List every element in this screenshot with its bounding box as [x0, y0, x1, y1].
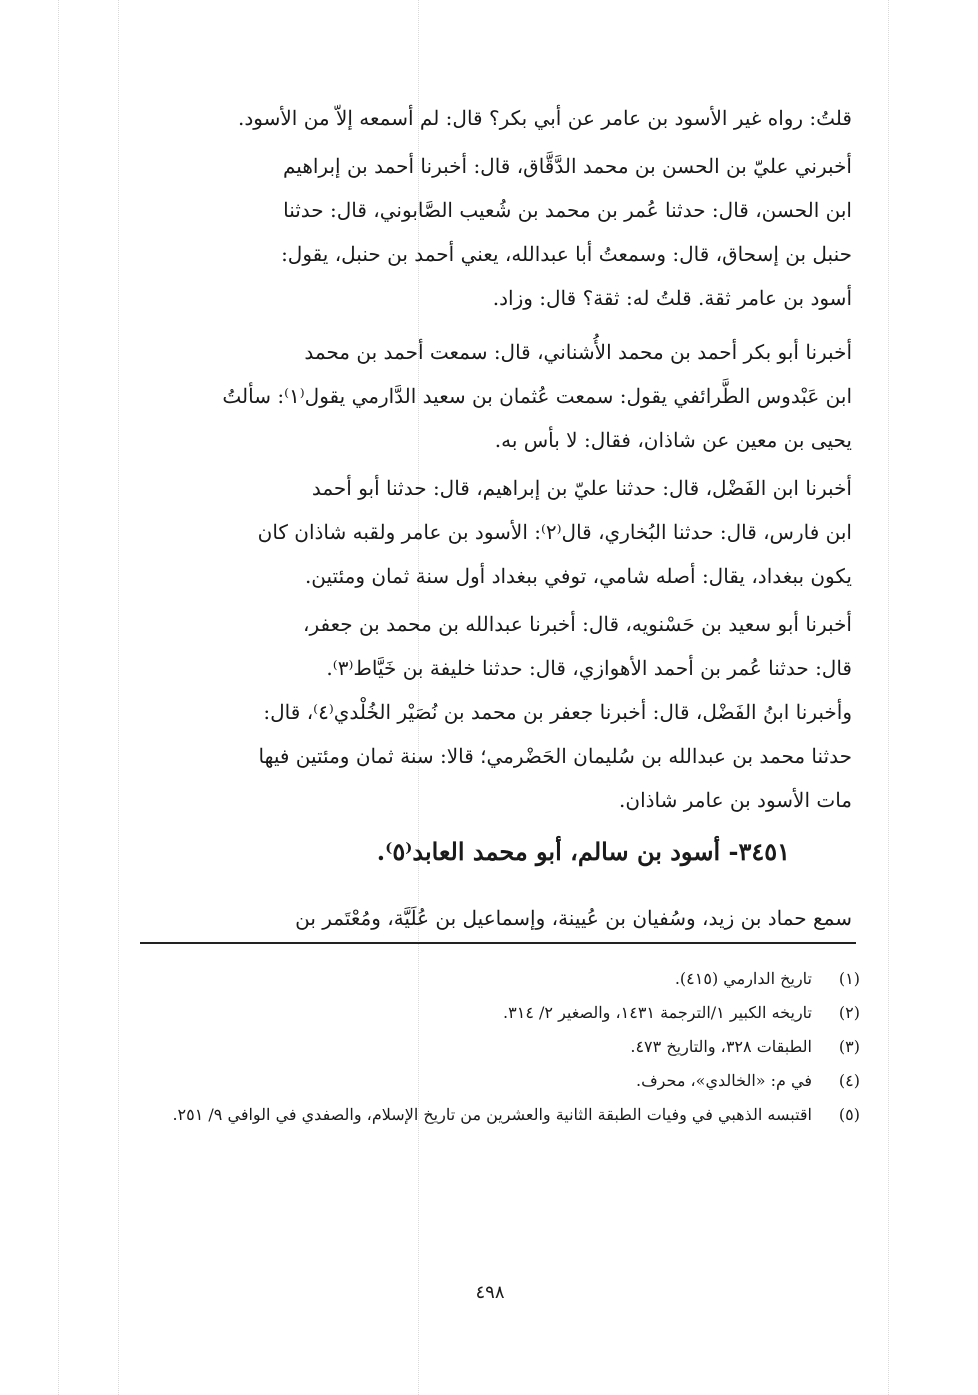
footnote: [140, 996, 860, 1030]
scan-guide-line: [118, 0, 119, 1395]
text-line: ابن عَبْدوس الطَّرائفي يقول: سمعت عُثمان بن سعيد الدَّارمي يقول⁽١⁾: سألتُ: [222, 384, 852, 408]
footnote-text: تاريخه الكبير ١/الترجمة ١٤٣١، والصغير ٢/ ٣١٤.: [503, 1003, 812, 1022]
footnote-text: الطبقات ٣٢٨، والتاريخ ٤٧٣.: [630, 1037, 812, 1056]
footnote-number: (٣): [838, 1037, 860, 1056]
text-line: حدثنا محمد بن عبدالله بن سُليمان الحَضْرمي؛ قالا: سنة ثمان ومئتين فيها: [258, 744, 852, 768]
footnote: [140, 1064, 860, 1098]
footnote: [140, 962, 860, 996]
scan-guide-line: [888, 0, 889, 1395]
paragraph: [140, 96, 852, 140]
text-line: يحيى بن معين عن شاذان، فقال: لا بأس به.: [494, 428, 852, 452]
footnote-text: تاريخ الدارمي (٤١٥).: [674, 969, 812, 988]
paragraph: [140, 602, 852, 822]
text-line: ابن الحسن، قال: حدثنا عُمر بن محمد بن شُعيب الصَّابوني، قال: حدثنا: [283, 198, 852, 222]
text-line: حنبل بن إسحاق، قال: وسمعتُ أبا عبدالله، يعني أحمد بن حنبل، يقول:: [281, 242, 852, 266]
footnote-number: (٥): [838, 1105, 860, 1124]
text-line: وأخبرنا ابنُ الفَضْل، قال: أخبرنا جعفر بن محمد بن نُصَيْر الخُلْدي⁽٤⁾، قال:: [263, 700, 852, 724]
entry-heading: ٣٤٥١- أسود بن سالم، أبو محمد العابد⁽٥⁾.: [376, 837, 790, 866]
text-line: أخبرنا أبو سعيد بن حَسْنويه، قال: أخبرنا عبدالله بن محمد بن جعفر،: [302, 612, 852, 636]
text-line: أخبرني عليّ بن الحسن بن محمد الدَّقَّاق، قال: أخبرنا أحمد بن إبراهيم: [282, 154, 852, 178]
text-line: مات الأسود بن عامر شاذان.: [619, 788, 852, 812]
footnote: [140, 1098, 860, 1132]
entry-text: [140, 896, 852, 940]
footnote-text: في م: «الخالدي»، محرف.: [636, 1071, 812, 1090]
text-line: قلتُ: رواه غير الأسود بن عامر عن أبي بكر؟ قال: لم أسمعه إلاّ من الأسود.: [238, 106, 852, 130]
footnote: [140, 1030, 860, 1064]
text-line: أخبرنا ابن الفَضْل، قال: حدثنا عليّ بن إبراهيم، قال: حدثنا أبو أحمد: [311, 476, 852, 500]
footnote-text: اقتبسه الذهبي في وفيات الطبقة الثانية والعشرين من تاريخ الإسلام، والصفدي في الوافي ٩/ ٢٥١.: [172, 1105, 812, 1124]
footnotes: [140, 962, 860, 1132]
paragraph: [140, 144, 852, 320]
text-line: قال: حدثنا عُمر بن أحمد الأهوازي، قال: حدثنا خليفة بن خَيَّاط⁽٣⁾.: [326, 656, 852, 680]
footnote-number: (٢): [838, 1003, 860, 1022]
page-number: ٤٩٨: [475, 1282, 505, 1303]
paragraph: [140, 330, 852, 462]
footnote-number: (١): [838, 969, 860, 988]
text-line: أسود بن عامر ثقة. قلتُ له: ثقة؟ قال: وزاد.: [492, 286, 852, 310]
footnote-number: (٤): [838, 1071, 860, 1090]
text-line: أخبرنا أبو بكر أحمد بن محمد الأُشناني، قال: سمعت أحمد بن محمد: [304, 340, 852, 364]
paragraph: [140, 466, 852, 598]
text-line: سمع حماد بن زيد، وسُفيان بن عُيينة، وإسماعيل بن عُلَيَّة، ومُعْتَمر بن: [295, 906, 852, 930]
scan-guide-line: [58, 0, 59, 1395]
text-line: يكون ببغداد، يقال: أصله شامي، توفي ببغداد أول سنة ثمان ومئتين.: [304, 564, 852, 588]
text-line: ابن فارس، قال: حدثنا البُخاري، قال⁽٢⁾: الأسود بن عامر ولقبه شاذان كان: [257, 520, 852, 544]
footnote-separator: [140, 942, 856, 944]
